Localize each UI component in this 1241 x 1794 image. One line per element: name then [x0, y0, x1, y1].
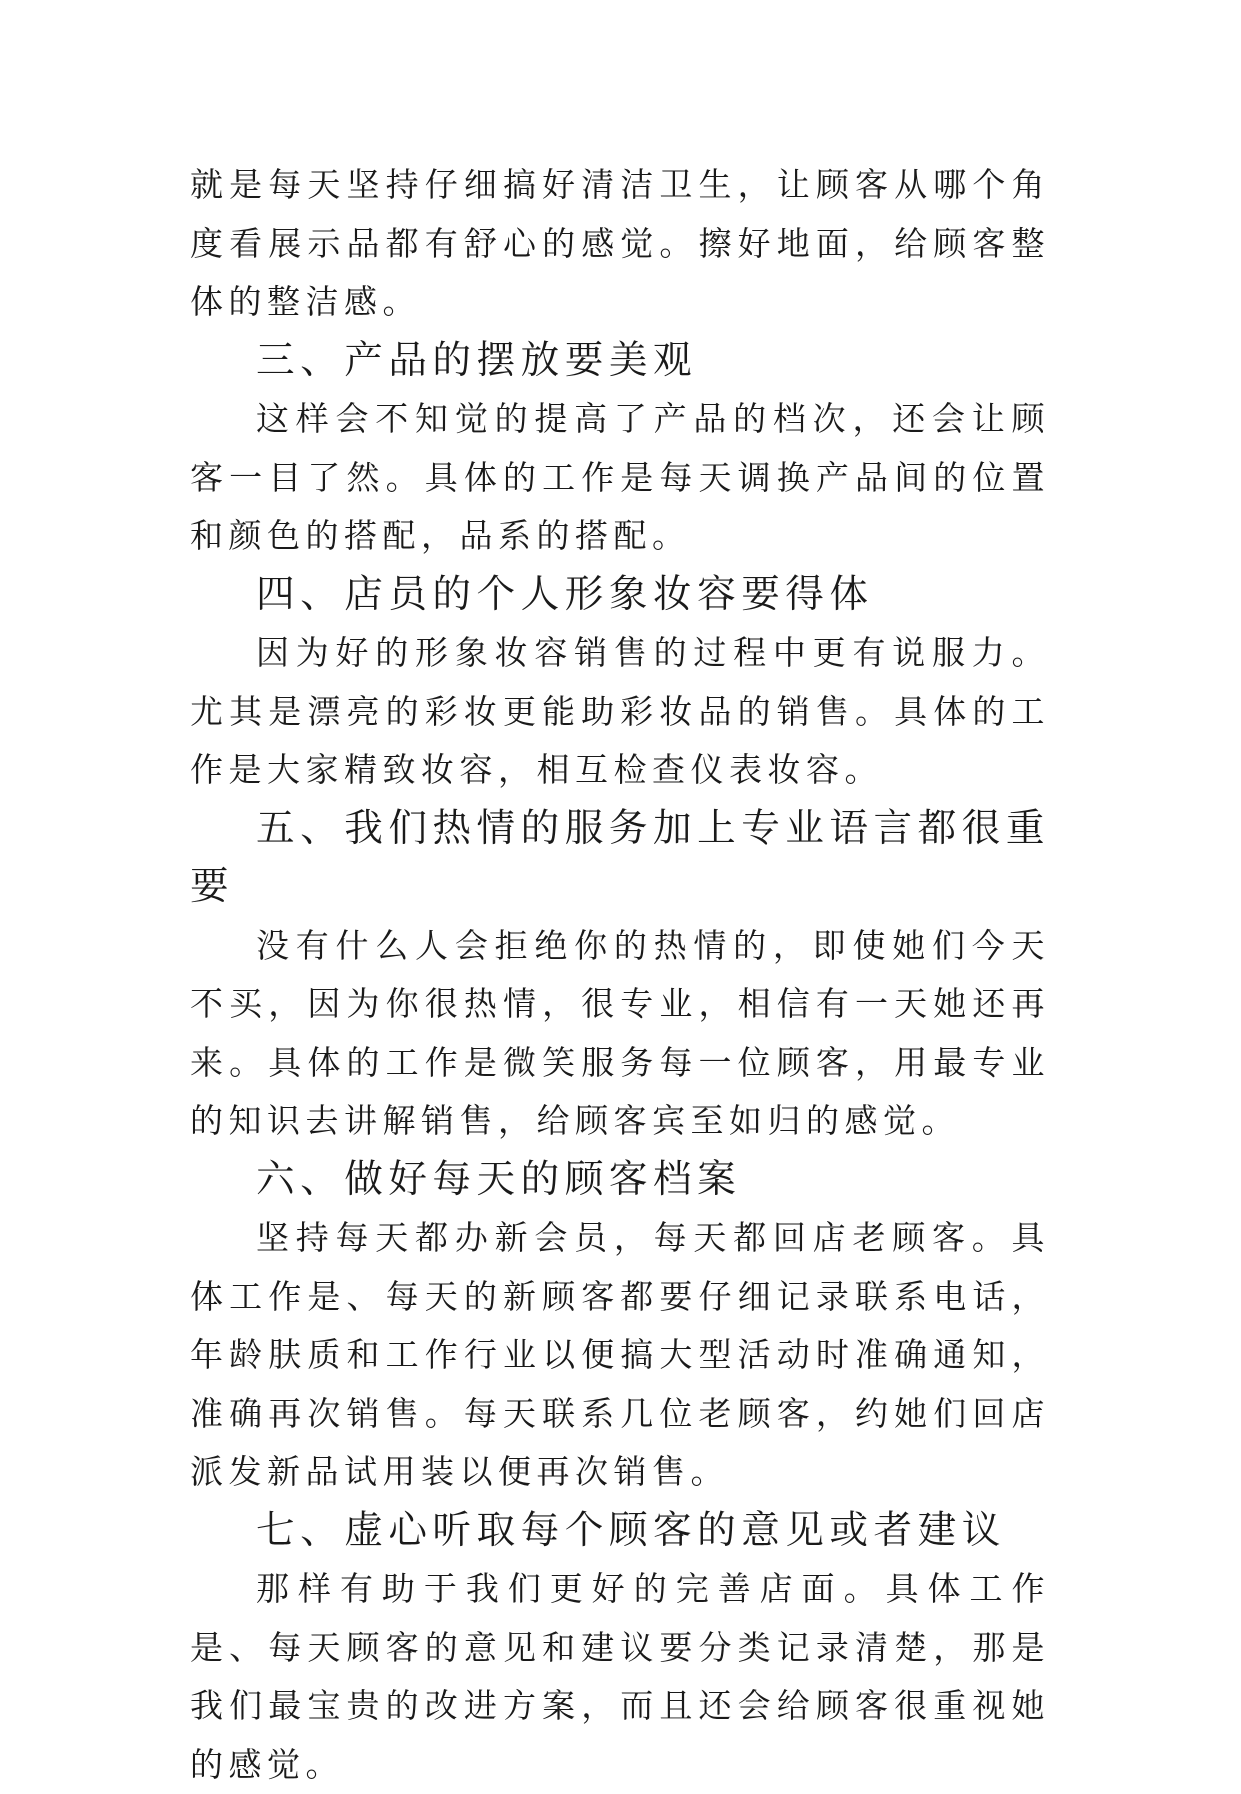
paragraph-continued: 就是每天坚持仔细搞好清洁卫生，让顾客从哪个角度看展示品都有舒心的感觉。擦好地面，给顾客整体的整洁感。 — [190, 165, 1050, 321]
section-heading-6: 六、做好每天的顾客档案 — [256, 1156, 742, 1202]
paragraph-appearance: 因为好的形象妆容销售的过程中更有说服力。尤其是漂亮的彩妆更能助彩妆品的销售。具体的工作是大家精致妆容，相互检查仪表妆容。 — [190, 633, 1050, 789]
section-heading-3: 三、产品的摆放要美观 — [256, 337, 698, 383]
section-heading-4: 四、店员的个人形象妆容要得体 — [256, 571, 874, 617]
paragraph-service: 没有什么人会拒绝你的热情的，即使她们今天不买，因为你很热情，很专业，相信有一天她还再来。具体的工作是微笑服务每一位顾客，用最专业的知识去讲解销售，给顾客宾至如归的感觉。 — [190, 925, 1050, 1140]
section-heading-5: 五、我们热情的服务加上专业语言都很重要 — [190, 805, 1050, 909]
paragraph-display: 这样会不知觉的提高了产品的档次，还会让顾客一目了然。具体的工作是每天调换产品间的位置和颜色的搭配，品系的搭配。 — [190, 399, 1050, 555]
document-body — [190, 156, 1050, 1794]
paragraph-feedback: 那样有助于我们更好的完善店面。具体工作是、每天顾客的意见和建议要分类记录清楚，那是我们最宝贵的改进方案，而且还会给顾客很重视她的感觉。 — [190, 1569, 1050, 1784]
section-heading-7: 七、虚心听取每个顾客的意见或者建议 — [256, 1507, 1006, 1553]
paragraph-customer-records: 坚持每天都办新会员，每天都回店老顾客。具体工作是、每天的新顾客都要仔细记录联系电话，年龄肤质和工作行业以便搞大型活动时准确通知，准确再次销售。每天联系几位老顾客，约她们回店派发新品试用装以便再次销售。 — [190, 1218, 1050, 1491]
